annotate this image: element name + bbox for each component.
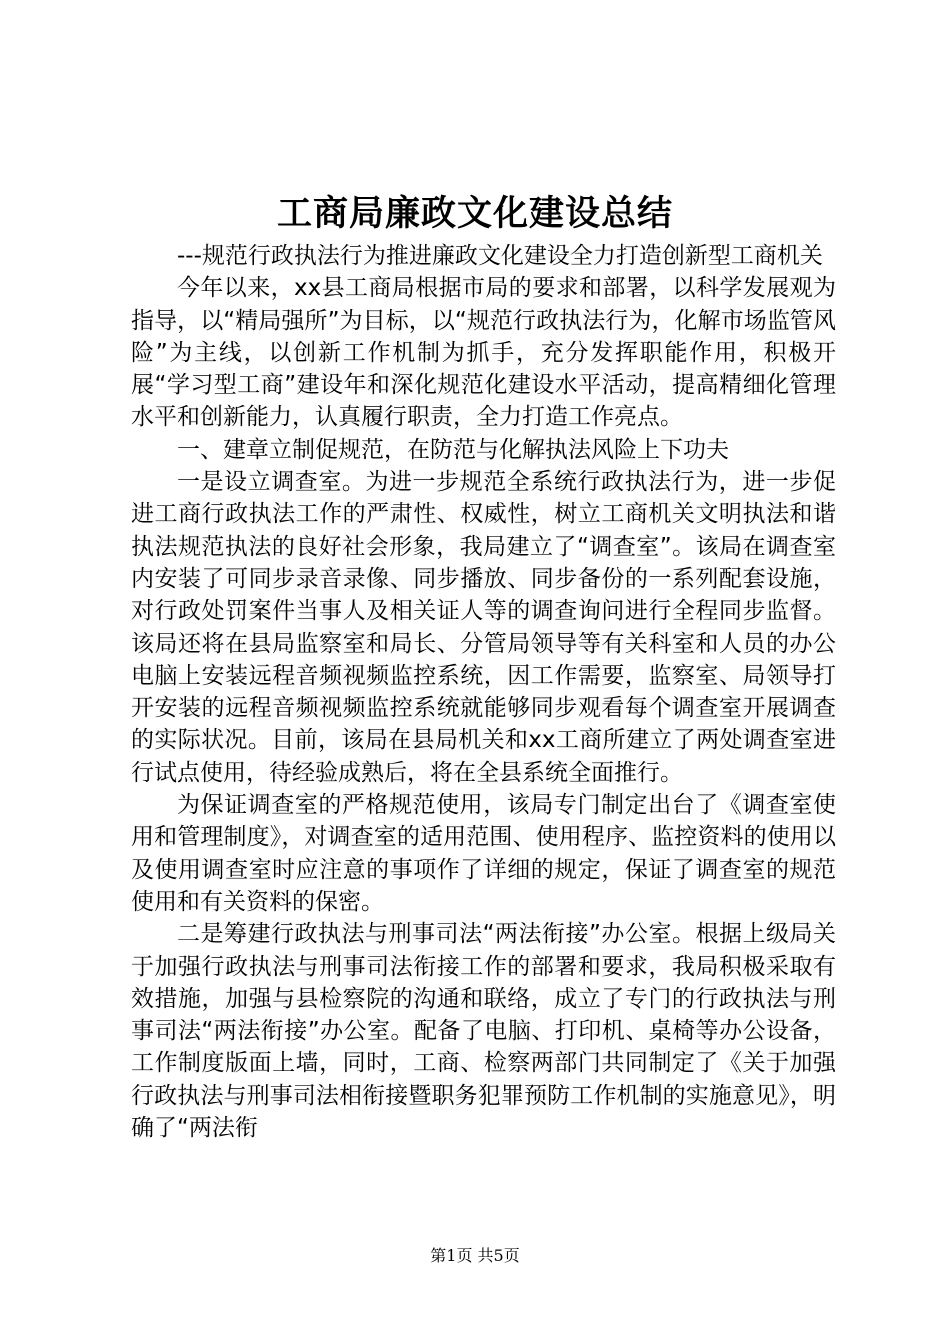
body-paragraph: 为保证调查室的严格规范使用，该局专门制定出台了《调查室使用和管理制度》，对调查室的适用范围、使用程序、监控资料的使用以及使用调查室时应注意的事项作了详细的规定，保证了调查室的规范使用和有关资料的保密。 xyxy=(131,792,836,915)
body-paragraph: 一是设立调查室。为进一步规范全系统行政执法行为，进一步促进工商行政执法工作的严肃性、权威性，树立工商机关文明执法和谐执法规范执法的良好社会形象，我局建立了“调查室”。该局在调查室内安装了可同步录音录像、同步播放、同步备份的一系列配套设施，对行政处罚案件当事人及相关证人等的调查询问进行全程同步监督。该局还将在县局监察室和局长、分管局领导等有关科室和人员的办公电脑上安装远程音频视频监控系统，因工作需要，监察室、局领导打开安装的远程音频视频监控系统就能够同步观看每个调查室开展调查的实际状况。目前，该局在县局机关和xx工商所建立了两处调查室进行试点使用，待经验成熟后，将在全县系统全面推行。 xyxy=(131,469,836,786)
section-heading: 一、建章立制促规范，在防范与化解执法风险上下功夫 xyxy=(177,436,729,463)
subtitle-paragraph: ---规范行政执法行为推进廉政文化建设全力打造创新型工商机关 xyxy=(177,243,823,269)
document-body xyxy=(131,240,836,1144)
body-paragraph: 今年以来，xx县工商局根据市局的要求和部署，以科学发展观为指导，以“精局强所”为目标，以“规范行政执法行为，化解市场监管风险”为主线，以创新工作机制为抓手，充分发挥职能作用，积极开展“学习型工商”建设年和深化规范化建设水平活动，提高精细化管理水平和创新能力，认真履行职责，全力打造工作亮点。 xyxy=(131,275,836,431)
page-footer: 第1页 共5页 xyxy=(430,1246,520,1265)
document-title: 工商局廉政文化建设总结 xyxy=(276,193,673,234)
body-paragraph: 二是筹建行政执法与刑事司法“两法衔接”办公室。根据上级局关于加强行政执法与刑事司法衔接工作的部署和要求，我局积极采取有效措施，加强与县检察院的沟通和联络，成立了专门的行政执法与刑事司法“两法衔接”办公室。配备了电脑、打印机、桌椅等办公设备，工作制度版面上墙，同时，工商、检察两部门共同制定了《关于加强行政执法与刑事司法相衔接暨职务犯罪预防工作机制的实施意见》，明确了“两法衔 xyxy=(131,921,836,1142)
